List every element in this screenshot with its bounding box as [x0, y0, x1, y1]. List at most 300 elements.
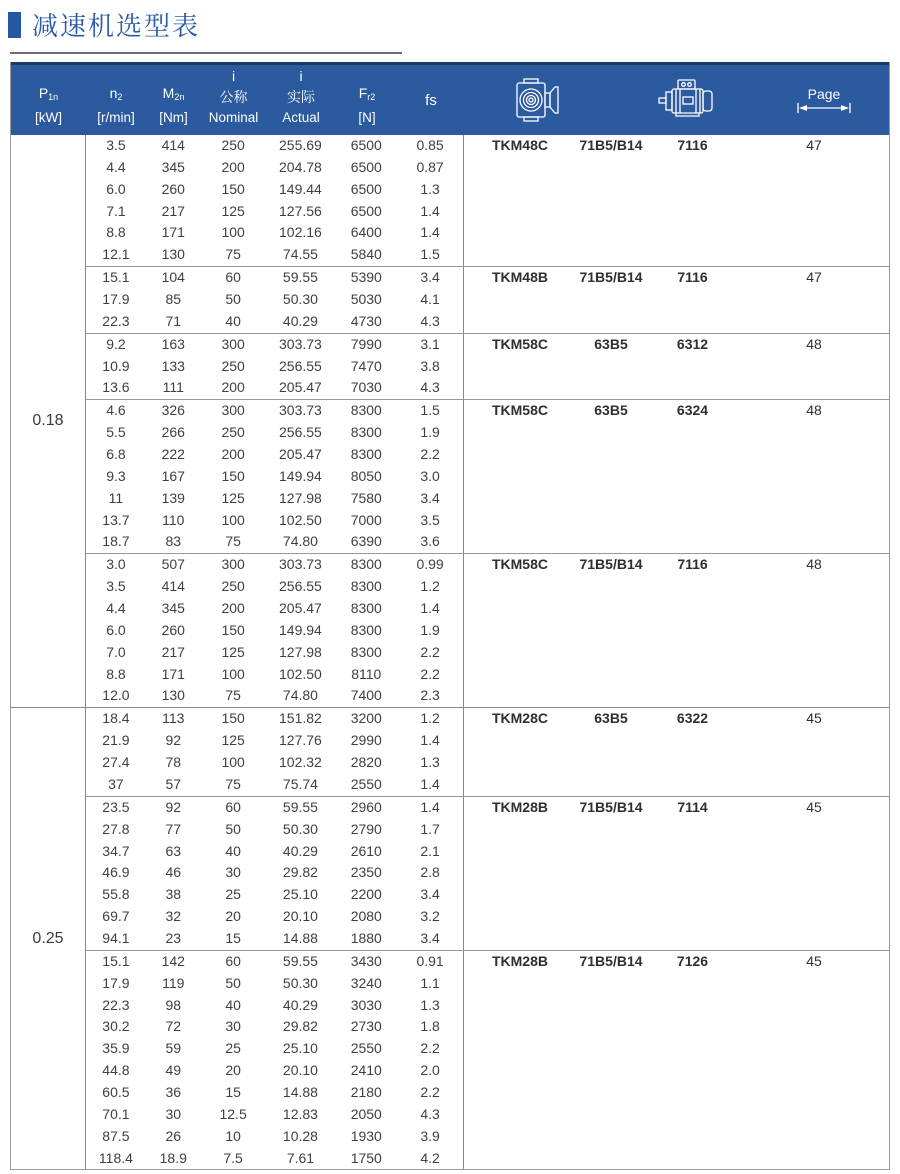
- cell-fs: 2.8: [420, 864, 440, 881]
- cell-fr2: 6500: [350, 180, 382, 197]
- cell-i-actual: 149.94: [279, 467, 322, 484]
- cell-fs: 0.91: [416, 952, 444, 969]
- cell-i-nominal: 50: [225, 820, 241, 837]
- table-row: [86, 1082, 463, 1104]
- group-info: [464, 554, 889, 576]
- cell-n2: 6.8: [106, 446, 126, 463]
- cell-n2: 6.0: [106, 621, 126, 638]
- cell-fr2: 5030: [350, 291, 382, 308]
- cell-i-nominal: 200: [221, 158, 245, 175]
- cell-i-nominal: 60: [225, 269, 241, 286]
- cell-m2n: 163: [161, 335, 185, 352]
- table-row: [86, 531, 463, 553]
- group-rows: [86, 135, 464, 266]
- table-row: [86, 466, 463, 488]
- cell-fr2: 1880: [350, 929, 382, 946]
- cell-m2n: 266: [161, 424, 185, 441]
- cell-m2n: 326: [161, 402, 185, 419]
- table-row: [86, 1104, 463, 1126]
- group-rows: [86, 797, 464, 950]
- cell-n2: 118.4: [98, 1149, 133, 1166]
- model-group: [86, 266, 889, 333]
- cell-fr2: 8050: [350, 467, 382, 484]
- model-label: TKM28B: [491, 798, 548, 815]
- cell-m2n: 30: [165, 1105, 182, 1122]
- cell-n2: 17.9: [102, 291, 130, 308]
- cell-i-actual: 127.98: [279, 489, 322, 506]
- header-n2-symbol: n2: [109, 85, 123, 102]
- cell-i-nominal: 60: [225, 798, 241, 815]
- cell-fr2: 6500: [350, 158, 382, 175]
- table-row: [86, 664, 463, 686]
- cell-fr2: 2820: [350, 754, 382, 771]
- cell-i-nominal: 40: [225, 996, 241, 1013]
- cell-i-actual: 59.55: [282, 952, 318, 969]
- cell-i-actual: 74.55: [282, 246, 318, 263]
- flange-label: 71B5/B14: [579, 952, 643, 969]
- table-row: [86, 862, 463, 884]
- cell-m2n: 72: [165, 1018, 182, 1035]
- group-rows: [86, 334, 464, 400]
- flange-label: 71B5/B14: [579, 137, 643, 153]
- cell-fr2: 8300: [350, 446, 382, 463]
- cell-n2: 30.2: [102, 1018, 130, 1035]
- section-groups: [86, 708, 889, 1169]
- cell-i-nominal: 150: [221, 621, 245, 638]
- cell-fs: 1.9: [420, 621, 440, 638]
- cell-m2n: 26: [165, 1127, 182, 1144]
- group-info: [464, 708, 889, 730]
- cell-fs: 4.1: [420, 291, 440, 308]
- cell-i-nominal: 150: [221, 710, 245, 727]
- cell-i-actual: 205.47: [279, 379, 322, 396]
- group-rows: [86, 400, 464, 553]
- table-row: [86, 995, 463, 1017]
- table-row: [86, 157, 463, 179]
- table-row: [86, 730, 463, 752]
- cell-i-actual: 102.16: [279, 224, 322, 241]
- section-groups: [86, 135, 889, 707]
- cell-m2n: 71: [165, 312, 182, 329]
- cell-fr2: 7990: [350, 335, 382, 352]
- table-row: [86, 135, 463, 157]
- cell-i-nominal: 40: [225, 842, 241, 859]
- cell-i-nominal: 10: [225, 1127, 241, 1144]
- cell-fr2: 5390: [350, 269, 382, 286]
- cell-fs: 0.85: [416, 137, 444, 153]
- cell-i-actual: 50.30: [282, 291, 318, 308]
- cell-i-actual: 127.76: [279, 732, 322, 749]
- cell-m2n: 167: [161, 467, 185, 484]
- cell-fs: 3.2: [420, 908, 440, 925]
- header-m2n-symbol: M2n: [162, 85, 185, 102]
- table-row: [86, 488, 463, 510]
- cell-n2: 27.8: [102, 820, 130, 837]
- cell-m2n: 18.9: [159, 1149, 187, 1166]
- cell-i-nominal: 75: [225, 775, 241, 792]
- cell-fs: 3.5: [420, 511, 440, 528]
- cell-i-nominal: 125: [221, 643, 245, 660]
- page-number: 47: [806, 269, 822, 286]
- page-number: 48: [806, 556, 822, 573]
- cell-fr2: 8300: [350, 578, 382, 595]
- header-n2: [86, 65, 146, 135]
- cell-n2: 7.0: [106, 643, 126, 660]
- cell-fr2: 2180: [350, 1083, 382, 1100]
- cell-fs: 4.3: [420, 379, 440, 396]
- cell-i-nominal: 250: [221, 357, 245, 374]
- cell-i-actual: 59.55: [282, 798, 318, 815]
- cell-n2: 37: [108, 775, 124, 792]
- cell-i-nominal: 50: [225, 974, 241, 991]
- model-label: TKM58C: [491, 402, 548, 419]
- cell-fr2: 3200: [350, 710, 382, 727]
- cell-fr2: 8300: [350, 600, 382, 617]
- cell-fr2: 5840: [350, 246, 382, 263]
- cell-fr2: 2730: [350, 1018, 382, 1035]
- cell-fs: 1.4: [420, 224, 440, 241]
- table-row: [86, 884, 463, 906]
- cell-m2n: 92: [165, 732, 182, 749]
- cell-fs: 1.4: [420, 202, 440, 219]
- p1n-value: 0.25: [11, 708, 86, 1169]
- table-row: [86, 973, 463, 995]
- cell-fr2: 3240: [350, 974, 382, 991]
- cell-i-actual: 102.32: [279, 754, 322, 771]
- cell-n2: 21.9: [102, 732, 130, 749]
- cell-m2n: 142: [161, 952, 185, 969]
- cell-fs: 1.4: [420, 798, 440, 815]
- header-i-nominal: [201, 65, 266, 135]
- table-row: [86, 951, 463, 973]
- cell-i-actual: 205.47: [279, 600, 322, 617]
- cell-fr2: 7000: [350, 511, 382, 528]
- motor-label: 6324: [676, 402, 709, 419]
- cell-m2n: 130: [161, 687, 185, 704]
- table-row: [86, 1038, 463, 1060]
- table-row: [86, 797, 463, 819]
- cell-fs: 1.5: [420, 246, 440, 263]
- cell-i-nominal: 15: [225, 929, 241, 946]
- cell-m2n: 104: [161, 269, 185, 286]
- cell-m2n: 59: [165, 1040, 182, 1057]
- table-row: [86, 1148, 463, 1170]
- table-section: [11, 707, 889, 1169]
- table-row: [86, 267, 463, 289]
- header-i-nominal-cn: 公称: [219, 89, 248, 105]
- cell-m2n: 92: [165, 798, 182, 815]
- cell-n2: 55.8: [102, 886, 130, 903]
- cell-m2n: 32: [165, 908, 182, 925]
- model-group: [86, 135, 889, 266]
- cell-i-actual: 50.30: [282, 820, 318, 837]
- cell-n2: 35.9: [102, 1040, 130, 1057]
- header-fs-symbol: fs: [425, 91, 437, 109]
- cell-i-nominal: 75: [225, 246, 241, 263]
- cell-fs: 1.3: [420, 180, 440, 197]
- cell-m2n: 110: [162, 511, 185, 528]
- cell-fs: 1.4: [420, 600, 440, 617]
- motor-label: 7114: [677, 798, 708, 815]
- cell-m2n: 414: [161, 137, 185, 153]
- cell-i-actual: 59.55: [282, 269, 318, 286]
- cell-i-nominal: 125: [221, 732, 245, 749]
- cell-n2: 9.3: [106, 467, 126, 484]
- motor-label: 7116: [677, 269, 708, 286]
- header-n2-unit: [r/min]: [97, 110, 135, 125]
- cell-fr2: 8300: [350, 643, 382, 660]
- table-row: [86, 311, 463, 333]
- cell-i-nominal: 100: [221, 665, 245, 682]
- cell-n2: 46.9: [102, 864, 130, 881]
- cell-i-nominal: 75: [225, 687, 241, 704]
- cell-i-nominal: 7.5: [223, 1149, 243, 1166]
- header-i-nominal-en: Nominal: [208, 110, 259, 125]
- cell-n2: 34.7: [102, 842, 130, 859]
- cell-fr2: 6500: [350, 137, 382, 153]
- cell-i-actual: 50.30: [282, 974, 318, 991]
- cell-fs: 2.2: [420, 1083, 440, 1100]
- table-row: [86, 598, 463, 620]
- cell-m2n: 171: [161, 665, 185, 682]
- table-row: [86, 576, 463, 598]
- group-rows: [86, 267, 464, 333]
- cell-i-actual: 10.28: [282, 1127, 318, 1144]
- model-label: TKM48B: [491, 269, 548, 286]
- header-fr2-symbol: Fr2: [358, 85, 376, 102]
- cell-i-actual: 256.55: [279, 578, 322, 595]
- flange-label: 71B5/B14: [579, 556, 643, 573]
- cell-m2n: 260: [161, 180, 185, 197]
- cell-n2: 23.5: [102, 798, 130, 815]
- cell-fr2: 6400: [350, 224, 382, 241]
- cell-n2: 69.7: [102, 908, 130, 925]
- model-group: [86, 796, 889, 950]
- cell-m2n: 85: [165, 291, 182, 308]
- table-row: [86, 179, 463, 201]
- cell-m2n: 217: [161, 643, 185, 660]
- cell-i-actual: 149.94: [279, 621, 322, 638]
- cell-i-actual: 29.82: [282, 864, 318, 881]
- cell-m2n: 111: [162, 379, 184, 396]
- table-body: [11, 135, 889, 1169]
- cell-n2: 11: [108, 489, 124, 506]
- cell-i-actual: 25.10: [282, 886, 318, 903]
- table-section: [11, 135, 889, 707]
- table-row: [86, 377, 463, 399]
- flange-label: 71B5/B14: [579, 798, 643, 815]
- cell-m2n: 78: [165, 754, 182, 771]
- cell-i-actual: 74.80: [282, 533, 318, 550]
- cell-m2n: 98: [165, 996, 182, 1013]
- table-row: [86, 1126, 463, 1148]
- table-row: [86, 928, 463, 950]
- table-row: [86, 444, 463, 466]
- cell-i-nominal: 200: [221, 600, 245, 617]
- cell-fr2: 7030: [350, 379, 382, 396]
- cell-fr2: 2550: [350, 1040, 382, 1057]
- table-row: [86, 510, 463, 532]
- cell-i-nominal: 125: [221, 489, 245, 506]
- header-i-nominal-symbol: i: [231, 68, 236, 84]
- group-info: [464, 334, 889, 356]
- cell-i-nominal: 12.5: [219, 1105, 247, 1122]
- group-info: [464, 400, 889, 422]
- table-row: [86, 819, 463, 841]
- cell-fs: 1.4: [420, 775, 440, 792]
- cell-i-actual: 20.10: [282, 908, 318, 925]
- cell-i-nominal: 50: [225, 291, 241, 308]
- model-label: TKM58C: [491, 556, 548, 573]
- table-row: [86, 906, 463, 928]
- cell-i-actual: 204.78: [279, 158, 322, 175]
- cell-i-nominal: 250: [221, 424, 245, 441]
- cell-m2n: 217: [161, 202, 185, 219]
- cell-fs: 4.3: [420, 312, 440, 329]
- group-info: [464, 797, 889, 819]
- header-i-actual-en: Actual: [282, 110, 320, 125]
- table-row: [86, 620, 463, 642]
- cell-i-actual: 127.98: [279, 643, 322, 660]
- cell-m2n: 345: [161, 158, 185, 175]
- model-label: TKM48C: [491, 137, 548, 153]
- cell-fs: 2.1: [420, 842, 440, 859]
- group-rows: [86, 554, 464, 707]
- cell-n2: 27.4: [102, 754, 130, 771]
- table-row: [86, 554, 463, 576]
- cell-i-nominal: 250: [221, 578, 245, 595]
- cell-fs: 2.2: [420, 446, 440, 463]
- page-dimension-icon: [796, 102, 852, 114]
- cell-fs: 1.4: [420, 732, 440, 749]
- cell-i-actual: 127.56: [279, 202, 322, 219]
- cell-i-actual: 14.88: [282, 929, 318, 946]
- cell-i-nominal: 100: [221, 224, 245, 241]
- title-underline: [10, 52, 402, 54]
- motor-label: 7116: [677, 137, 708, 153]
- cell-n2: 60.5: [102, 1083, 130, 1100]
- cell-fr2: 8300: [350, 424, 382, 441]
- cell-i-actual: 12.83: [282, 1105, 318, 1122]
- motor-label: 7116: [677, 556, 708, 573]
- page-number: 45: [806, 798, 822, 815]
- cell-i-nominal: 125: [221, 202, 245, 219]
- cell-fs: 3.6: [420, 533, 440, 550]
- cell-n2: 94.1: [102, 929, 130, 946]
- cell-fs: 1.5: [420, 402, 440, 419]
- table-row: [86, 400, 463, 422]
- cell-fr2: 6390: [350, 533, 382, 550]
- header-fr2: [336, 65, 398, 135]
- page-title-block: [8, 6, 402, 54]
- cell-i-actual: 40.29: [282, 842, 318, 859]
- cell-fs: 1.2: [420, 578, 440, 595]
- table-header-row: [11, 62, 889, 135]
- table-row: [86, 289, 463, 311]
- table-row: [86, 222, 463, 244]
- p1n-value: 0.18: [11, 135, 86, 707]
- header-motor-column: [614, 65, 759, 135]
- cell-fr2: 2080: [350, 908, 382, 925]
- cell-n2: 8.8: [106, 224, 126, 241]
- cell-fs: 3.0: [420, 467, 440, 484]
- cell-fs: 2.2: [420, 1040, 440, 1057]
- group-rows: [86, 708, 464, 795]
- cell-m2n: 139: [161, 489, 185, 506]
- cell-fr2: 2790: [350, 820, 382, 837]
- cell-i-actual: 205.47: [279, 446, 322, 463]
- header-m2n-unit: [Nm]: [159, 110, 188, 125]
- cell-m2n: 113: [162, 710, 185, 727]
- header-i-actual: [266, 65, 336, 135]
- cell-n2: 3.5: [106, 137, 126, 153]
- table-row: [86, 1016, 463, 1038]
- header-fr2-unit: [N]: [358, 110, 376, 125]
- cell-fr2: 2990: [350, 732, 382, 749]
- model-group: [86, 399, 889, 553]
- cell-m2n: 133: [161, 357, 185, 374]
- cell-fs: 1.7: [420, 820, 440, 837]
- cell-fs: 3.4: [420, 929, 440, 946]
- cell-fs: 2.2: [420, 643, 440, 660]
- cell-m2n: 507: [161, 556, 185, 573]
- cell-fs: 4.3: [420, 1105, 440, 1122]
- cell-m2n: 414: [161, 578, 185, 595]
- cell-fr2: 4730: [350, 312, 382, 329]
- cell-i-nominal: 60: [225, 952, 241, 969]
- group-info: [464, 951, 889, 973]
- cell-n2: 4.4: [106, 158, 126, 175]
- table-row: [86, 1060, 463, 1082]
- cell-n2: 8.8: [106, 665, 126, 682]
- cell-fr2: 8300: [350, 402, 382, 419]
- header-p1n-symbol: P1n: [38, 85, 59, 102]
- cell-i-actual: 303.73: [279, 335, 322, 352]
- cell-i-actual: 255.69: [279, 137, 322, 153]
- flange-label: 63B5: [594, 710, 628, 727]
- page-number: 47: [806, 137, 822, 153]
- cell-i-nominal: 15: [225, 1083, 241, 1100]
- cell-m2n: 23: [165, 929, 182, 946]
- cell-m2n: 345: [161, 600, 185, 617]
- cell-i-nominal: 250: [221, 137, 245, 153]
- cell-n2: 17.9: [102, 974, 130, 991]
- cell-n2: 15.1: [102, 952, 130, 969]
- cell-m2n: 46: [165, 864, 182, 881]
- table-row: [86, 244, 463, 266]
- cell-i-nominal: 200: [221, 379, 245, 396]
- cell-m2n: 130: [161, 246, 185, 263]
- cell-fr2: 2550: [350, 775, 382, 792]
- header-i-actual-symbol: i: [299, 68, 303, 84]
- model-group: [86, 708, 889, 795]
- group-rows: [86, 951, 464, 1170]
- cell-fs: 1.3: [420, 996, 440, 1013]
- cell-i-actual: 303.73: [279, 556, 322, 573]
- cell-i-actual: 29.82: [282, 1018, 318, 1035]
- cell-n2: 15.1: [102, 269, 130, 286]
- electric-motor-icon: [657, 78, 717, 122]
- cell-n2: 7.1: [106, 202, 126, 219]
- cell-m2n: 63: [165, 842, 182, 859]
- page-number: 45: [806, 710, 822, 727]
- cell-i-nominal: 30: [225, 1018, 241, 1035]
- table-row: [86, 685, 463, 707]
- cell-fr2: 7580: [350, 489, 382, 506]
- cell-n2: 18.7: [102, 533, 130, 550]
- table-row: [86, 201, 463, 223]
- cell-fs: 1.1: [420, 974, 440, 991]
